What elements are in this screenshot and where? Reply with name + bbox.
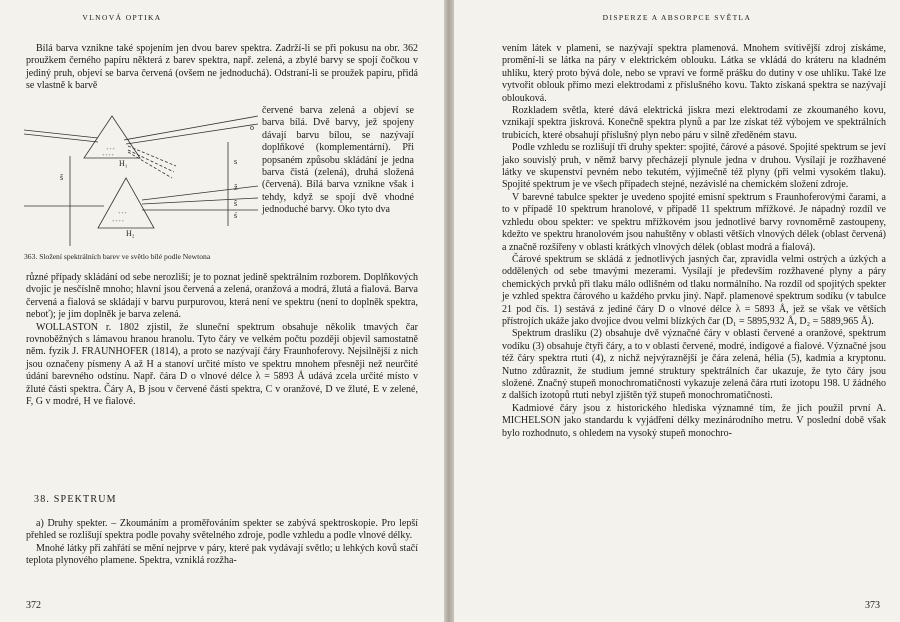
label-s2: š: [60, 173, 64, 182]
label-s4: ś: [234, 211, 238, 220]
paragraph-text: Čárové spektrum se skládá z jednotlivých jasných čar, zpravidla velmi ostrých a úzkých a oddělených od sebe tmavými mezerami. Vysílají je především rozžhavené plyny a páry chemických prvků při tlaku málo odlišném od tlaku normálního. Na rozdíl od spojitých spekter je vzhled spektra čárového u každého prvku jiný. Např. plamenové spektrum sodíku (v tabulce 21 pod čís. 1) sestává z jediné čáry D o vlnové délce λ = 5893 Å, jež se však ve větších přístrojích ukáže jako dvojice dvou velmi blízkých čar (D₁ = 5895,932 Å, D₂ = 5889,965 Å).: [502, 253, 886, 327]
left-column-text: [262, 105, 414, 217]
left-page: [0, 0, 444, 622]
prism-diagram: [24, 106, 258, 256]
page-number-right: 373: [865, 600, 880, 611]
figure-caption: 363. Složení spektrálních barev ve světlo bílé podle Newtona: [24, 252, 211, 261]
paragraph-text: Bílá barva vznikne také spojením jen dvou barev spektra. Zadrží-li se při pokusu na obr. 362 proužkem černého papíru některá z barev spektra, např. zelená, a zbylé barvy se spojí čočkou v jediný pruh, objeví se barva červená (ovšem ne jednoduchá). Odstraní-li se proužek papíru, přidá se vlastně k barvě: [26, 43, 418, 92]
book-gutter: [444, 0, 454, 622]
page-number-left: 372: [26, 600, 41, 611]
paragraph-text: různé případy skládání od sebe nerozliší; je to poznat jedině spektrálním rozborem. Doplňkových dvojic je nesčíslně mnoho; hlavní jsou červená a zelená, oranžová a modrá, žlutá a fialová. Barva červená a fialová se skládají v barvu purpurovou, která není ve spektru (není to doplněk spektra, neboť); je jím doplněk je barva zelená.: [26, 272, 418, 321]
label-h2: H₂: [126, 229, 135, 238]
label-s: s: [234, 157, 238, 166]
paragraph-text: Podle vzhledu se rozlišují tři druhy spekter: spojité, čárové a pásové. Spojité spektrum se jeví jako souvislý pruh, v němž barvy přecházejí plynule jedna v druhou. Vysílají je rozžhavené látky ve skupenství pevném nebo tekutém, výjimečně též plyny (při velmi vysokém tlaku). Spojité spektrum je ve všech případech stejné, nezávislé na chemickém složení zdroje.: [502, 142, 886, 191]
label-z: ž: [234, 183, 238, 192]
paragraph-text: vením látek v plameni, se nazývají spektra plamenová. Mnohem svítivější zdroj získáme, promění-li se látka na páry v elektrickém oblouku. Látka se vkládá do kráteru na kladném uhlíku, který proto bývá dole, nebo se vpraví ve formě prášku do dutiny v ose uhlíku. Také lze vytvořit oblouk přímo mezi elektrodami z příslušného kovu. Takto získaná spektra se nazývají oblouková.: [502, 43, 886, 104]
section-title: 38. SPEKTRUM: [34, 494, 117, 505]
paragraph-text: červené barva zelená a objeví se barva bílá. Dvě barvy, jež spojeny dávají barvu bílou, se nazývají doplňkové (komplementární). Při popsaném způsobu skládání je jedna barva čistá (zelená), druhá složená (červená). Bílá barva vznikne však i tehdy, když se spojí dvě vhodné jednoduché barvy. Oko tyto dva: [262, 105, 414, 216]
paragraph-text: Rozkladem světla, které dává elektrická jiskra mezi elektrodami ze zkoumaného kovu, vznikají spektra jiskrová. Konečně spektra plynů a par lze získat též výbojem ve spektrálních trubicích, které obsahují příslušný plyn nebo páru v silně zředěném stavu.: [502, 105, 886, 141]
label-s3: ŝ: [234, 199, 238, 208]
label-h1: H₁: [119, 159, 128, 168]
svg-text:+ + + +: + + + +: [112, 218, 125, 223]
left-paragraph-2: [26, 272, 418, 408]
paragraph-text: Kadmiové čáry jsou z historického hlediska významné tím, že jich použil první A. MICHELSON jako standardu k vyjádření délky mezinárodního metru. V poslední době však bylo rozhodnuto, s ohledem na vysoký stupeň monochro-: [502, 402, 886, 439]
paragraph-text: V barevné tabulce spekter je uvedeno spojité emisní spektrum s Fraunhoferovými čarami, a to v případě 10 spektrum hranolové, v případě 11 spektrum mřížkové. Je nápadný rozdíl ve vzhledu obou spekter: ve spektru mřížkovém jsou jednotlivé barvy rovnoměrně zastoupeny, kdežto ve spektru hranolovém jsou nahuštěny v oblasti větších vlnových délek (oblast červená) a značně rozšířeny v oblasti krátkých vlnových délek (oblast modrá a fialová).: [502, 191, 886, 253]
left-paragraph-1: [26, 43, 418, 93]
label-o: o: [250, 123, 254, 132]
svg-text:+ + +: + + +: [118, 210, 127, 215]
paragraph-text: a) Druhy spekter. – Zkoumáním a proměřováním spekter se zabývá spektroskopie. Pro lepší přehled se rozlišují spektra podle povahy světelného zdroje, podle vzhledu a podle vlnové délky.: [26, 518, 418, 542]
paragraph-text: Mnohé látky při zahřátí se mění nejprve v páry, které pak vydávají světlo; u lehkých kovů stačí teplota plynového plamene. Spektra, vzniklá rozžha-: [26, 542, 418, 567]
right-text: [502, 43, 886, 440]
paragraph-text: WOLLASTON r. 1802 zjistil, že sluneční spektrum obsahuje několik tmavých čar rovnoběžných s lámavou hranou hranolu. Tyto čáry ve velkém počtu později objevil samostatně něm. fyzik J. FRAUNHOFER (1814), a proto se nazývají čáry Fraunhoferovy. Nejsilnější z nich jsou označeny písmeny A až H a stanoví určité místo ve spektru mnohem přesněji než neurčité údání barevného odstínu. Např. čára D o vlnové délce λ = 5893 Å udává zcela určité místo v žluté části spektra. Čáry A, B jsou v červené části spektra, C v oranžové, D ve žluté, E v zelené, F, G v modré, H ve fialové.: [26, 321, 418, 408]
paragraph-text: Spektrum draslíku (2) obsahuje dvě význačné čáry v oblasti červené a oranžové, spektrum vodíku (3) obsahuje čtyři čáry, a to v oblasti červené, modré, indigové a fialové. Význačné jsou též čáry spektra rtuti (4), z nichž nejvýraznější je čára zelená, hélia (5), kadmia a kryptonu. Nutno zdůraznit, že studium jemné struktury spektrálních čar ukazuje, že tyto čáry jsou složené. Značný stupeň monochromatičnosti vykazuje zelená čára rtuti izotopu 198. U žádného z dalších izotopů rtuti nebyl zjištěn týž stupeň monochromatičnosti.: [502, 328, 886, 402]
right-page: [454, 0, 900, 622]
prism-h2-shape: [98, 178, 154, 228]
running-head-right: DISPERZE A ABSORPCE SVĚTLA: [602, 13, 752, 22]
svg-text:+ + + +: + + + +: [102, 152, 115, 157]
left-paragraph-3: [26, 518, 418, 568]
svg-text:+ + +: + + +: [106, 146, 115, 151]
newton-prism-figure: [24, 106, 258, 256]
running-head-left: VLNOVÁ OPTIKA: [82, 13, 162, 22]
